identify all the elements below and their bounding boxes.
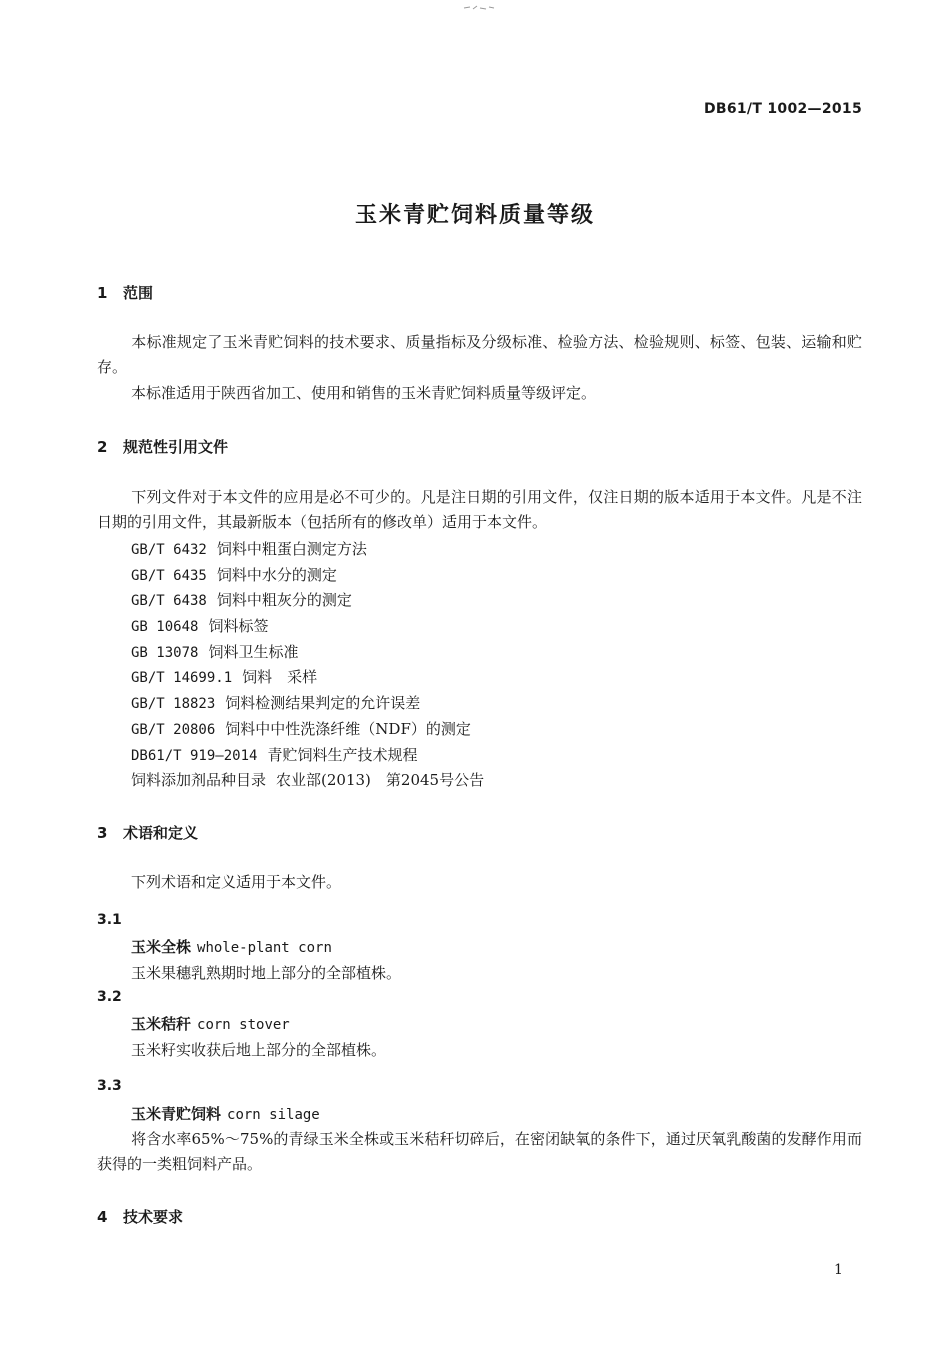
reference-item (131, 717, 871, 743)
reference-code: GB 10648 (131, 619, 199, 636)
reference-code: GB/T 14699.1 (131, 670, 233, 687)
term-number: 3.3 (97, 1078, 122, 1094)
scope-text-2: 本标准适用于陕西省加工、使用和销售的玉米青贮饲料质量等级评定。 (131, 384, 597, 402)
term-number: 3.2 (97, 989, 122, 1005)
reference-item (131, 768, 871, 794)
reference-code: GB/T 20806 (131, 721, 216, 738)
term-number: 3.1 (97, 912, 122, 928)
section-title: 技术要求 (123, 1208, 184, 1226)
term-zh: 玉米秸秆 (131, 1015, 192, 1033)
reference-code: GB 13078 (131, 644, 199, 661)
reference-code: GB/T 18823 (131, 696, 216, 713)
reference-item (131, 614, 871, 640)
reference-name: 饲料中粗灰分的测定 (216, 591, 352, 610)
scope-paragraph-1 (97, 330, 862, 380)
reference-name: 饲料 采样 (242, 668, 318, 687)
reference-code: 饲料添加剂品种目录 (131, 771, 267, 790)
section-heading-1 (97, 282, 153, 303)
reference-name: 饲料卫生标准 (208, 642, 299, 661)
term-en: corn silage (227, 1107, 320, 1123)
scope-paragraph-2 (97, 381, 862, 406)
term-definition (97, 1127, 862, 1177)
reference-item (131, 537, 871, 563)
term-zh: 玉米青贮饲料 (131, 1105, 222, 1123)
term-definition-text: 将含水率65%～75%的青绿玉米全株或玉米秸秆切碎后，在密闭缺氧的条件下，通过厌氧乳酸菌的发酵作用而获得的一类粗饲料产品。 (97, 1130, 862, 1173)
terms-intro (97, 870, 862, 895)
term-en: corn stover (197, 1017, 290, 1033)
term-en: whole-plant corn (197, 940, 332, 956)
section-heading-3 (97, 822, 198, 843)
reference-name: 饲料中中性洗涤纤维（NDF）的测定 (225, 719, 471, 738)
section-number: 1 (97, 284, 108, 302)
reference-name: 饲料检测结果判定的允许误差 (225, 694, 421, 713)
scope-text-1: 本标准规定了玉米青贮饲料的技术要求、质量指标及分级标准、检验方法、检验规则、标签、包装、运输和贮存。 (97, 333, 862, 376)
terms-intro-text: 下列术语和定义适用于本文件。 (131, 873, 342, 891)
section-number: 4 (97, 1208, 108, 1226)
section-number: 3 (97, 824, 108, 842)
reference-item (131, 563, 871, 589)
reference-code: GB/T 6435 (131, 567, 207, 584)
term-heading (131, 936, 332, 957)
scan-artifact (462, 4, 496, 12)
section-title: 术语和定义 (123, 824, 199, 842)
reference-code: DB61/T 919—2014 (131, 747, 258, 764)
document-title: 玉米青贮饲料质量等级 (354, 203, 595, 228)
section-title: 范围 (123, 284, 154, 302)
term-heading (131, 1103, 320, 1124)
page-number: 1 (834, 1262, 843, 1278)
standard-code: DB61/T 1002—2015 (703, 101, 862, 117)
reference-list (131, 537, 871, 794)
reference-name: 青贮饲料生产技术规程 (267, 745, 418, 764)
section-heading-4 (97, 1206, 183, 1227)
section-title: 规范性引用文件 (123, 438, 229, 456)
reference-name: 饲料中水分的测定 (216, 565, 337, 584)
term-heading (131, 1013, 290, 1034)
term-definition: 玉米籽实收获后地上部分的全部植株。 (131, 1041, 387, 1059)
reference-code: GB/T 6438 (131, 593, 207, 610)
reference-name: 农业部(2013) 第2045号公告 (276, 771, 485, 790)
section-heading-2 (97, 436, 228, 457)
reference-item (131, 588, 871, 614)
reference-item (131, 743, 871, 769)
reference-item (131, 691, 871, 717)
reference-name: 饲料标签 (208, 617, 269, 636)
reference-code: GB/T 6432 (131, 542, 207, 558)
reference-name: 饲料中粗蛋白测定方法 (216, 540, 367, 558)
normative-intro-text: 下列文件对于本文件的应用是必不可少的。凡是注日期的引用文件，仅注日期的版本适用于本文件。凡是不注日期的引用文件，其最新版本（包括所有的修改单）适用于本文件。 (97, 488, 862, 531)
section-number: 2 (97, 438, 108, 456)
term-zh: 玉米全株 (131, 938, 192, 956)
normative-intro (97, 485, 862, 535)
reference-item (131, 640, 871, 666)
term-definition: 玉米果穗乳熟期时地上部分的全部植株。 (131, 964, 402, 982)
reference-item (131, 665, 871, 691)
